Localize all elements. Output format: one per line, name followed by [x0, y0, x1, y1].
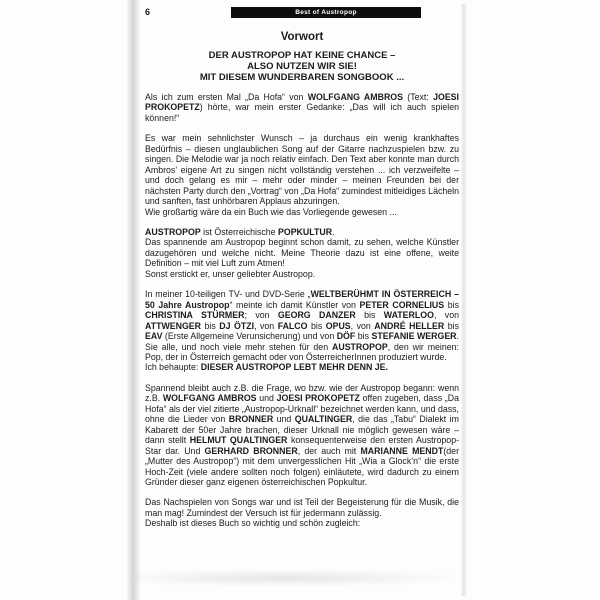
page-left-edge-shadow	[126, 0, 140, 600]
book-page	[145, 7, 459, 539]
headline	[145, 50, 459, 83]
book-title-bar	[231, 7, 421, 18]
page-header	[145, 7, 459, 19]
page-bottom-shadow	[135, 569, 465, 587]
paragraph-1: Als ich zum ersten Mal „Da Hofa“ von WOLFGANG AMBROS (Text: JOESI PROKOPETZ) hörte, war mein erster Gedanke: „Das will ich auch spielen können!“	[145, 92, 459, 123]
body-text	[145, 92, 459, 529]
page-right-edge-shadow	[461, 4, 467, 596]
paragraph-6: Das Nachspielen von Songs war und ist Teil der Begeisterung für die Musik, die man mag! Zumindest der Versuch ist für jedermann zulässig. Deshalb ist dieses Buch so wichtig und schön zugleich:	[145, 497, 459, 529]
section-title: Vorwort	[280, 31, 324, 43]
paragraph-4: In meiner 10-teiligen TV- und DVD-Serie „WELTBERÜHMT IN ÖSTERREICH – 50 Jahre Austropop“ meinte ich damit Künstler von PETER CORNELIUS bis CHRISTINA STÜRMER; von GEORG DANZER bis WATERLOO, von ATTWENGER bis DJ ÖTZI, von FALCO bis OPUS, von ANDRÉ HELLER bis EAV (Erste Allgemeine Verunsicherung) und von DÖF bis STEFANIE WERGER. Sie alle, und noch viele mehr stehen für den AUSTROPOP, den wir meinen: Pop, der in Österreich gemacht oder von ÖsterreicherInnen produziert wurde. Ich behaupte: DIESER AUSTROPOP LEBT MEHR DENN JE.	[145, 289, 460, 373]
paragraph-2: Es war mein sehnlichster Wunsch – ja durchaus ein wenig krankhaftes Bedürfnis – diesen unglaublichen Song auf der Gitarre nachzuspielen bzw. zu singen. Die Melodie war ja noch relativ einfach. Den Text aber konnte man durch Ambros’ eigene Art zu singen nicht vollständig verstehen ... ich verzweifelte – und doch gelang es mir – mehr oder minder – meinen Freunden bei der nächsten Party durch den „Vortrag“ von „Da Hofa“ zumindest mitleidiges Lächeln und sanften, fast unhörbaren Applaus abzuringen. Wie großartig wäre da ein Buch wie das Vorliegende gewesen ...	[145, 133, 459, 217]
headline-line-2: ALSO NUTZEN WIR SIE!	[247, 61, 357, 72]
headline-line-1: DER AUSTROPOP HAT KEINE CHANCE –	[208, 50, 396, 61]
page-number: 6	[145, 7, 151, 17]
paragraph-5: Spannend bleibt auch z.B. die Frage, wo bzw. wie der Austropop begann: wenn z.B. WOLFGANG AMBROS und JOESI PROKOPETZ offen zugeben, dass „Da Hofa“ als der viel zitierte „Austropop-Urknall“ bezeichnet werden kann, und dass, ohne die Lieder von BRONNER und QUALTINGER, die das „Tabu“ Dialekt im Kabarett der 50er Jahre brachen, dieser Urknall nie möglich gewesen wäre – dann stellt HELMUT QUALTINGER konsequenterweise den ersten Austropop-Star dar. Und GERHARD BRONNER, der auch mit MARIANNE MENDT(der „Mutter des Austropop“) mit dem unvergesslichen Hit „Wia a Glock’n“ die erste Hoch-Zeit (viele andere sollten noch folgen) einläutete, wird dadurch zu einem Gründer dieser ganz eigenen österreichischen Popkultur.	[145, 382, 460, 487]
book-title: Best of Austropop	[295, 9, 357, 16]
headline-line-3: MIT DIESEM WUNDERBAREN SONGBOOK ...	[199, 72, 405, 83]
paragraph-3: AUSTROPOP ist Österreichische POPKULTUR. Das spannende am Austropop beginnt schon damit, zu sehen, welche Künstler dazugehören und welche nicht. Meine Theorie dazu ist eine offene, weite Definition – mit viel Luft zum Atmen! Sonst erstickt er, unser geliebter Austropop.	[145, 226, 459, 279]
